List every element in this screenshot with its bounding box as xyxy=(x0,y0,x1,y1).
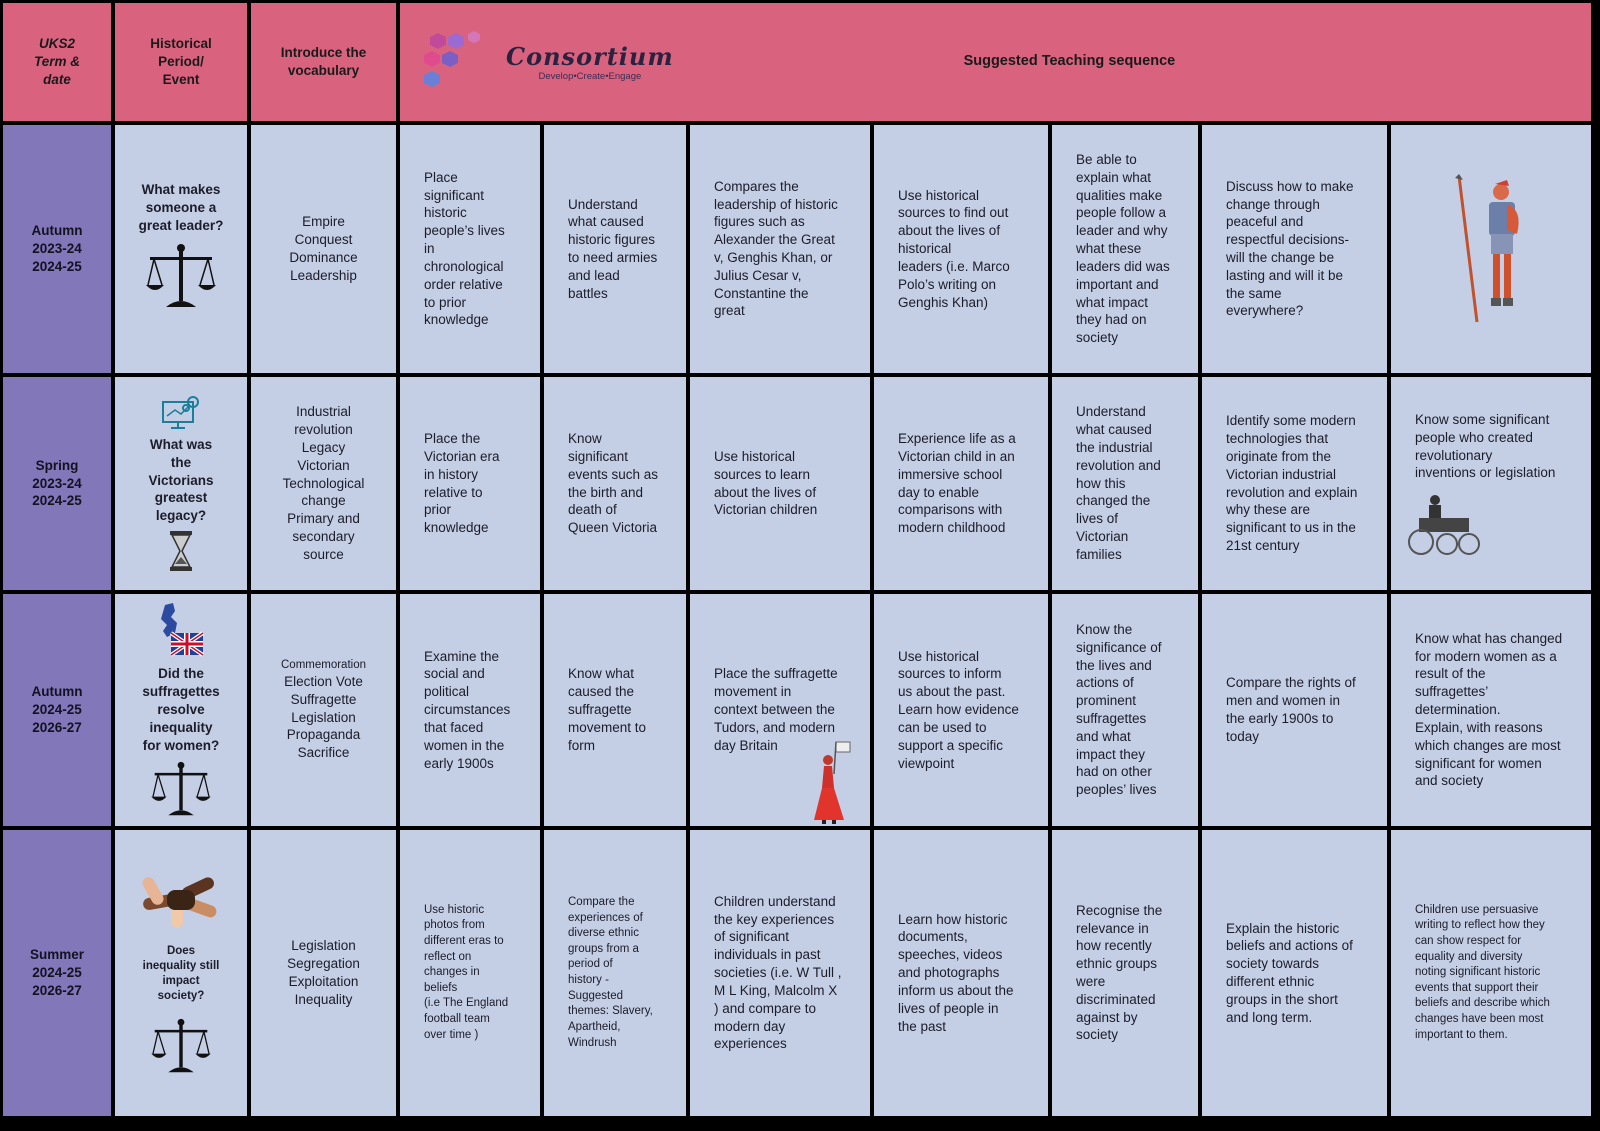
question-cell: Did the suffragettes resolve inequality for women? xyxy=(115,594,247,826)
step-cell: Children use persuasive writing to reflect how they can show respect for equality and diversity noting significant historic events that support their beliefs and describe which changes have been most important to them. xyxy=(1391,830,1591,1116)
step-cell: Identify some modern technologies that originate from the Victorian industrial revolution and explain why these are significant to us in the 21st century xyxy=(1202,377,1387,590)
sequence-title: Suggested Teaching sequence xyxy=(963,53,1176,70)
uk-map-flag-icon xyxy=(157,603,205,659)
step-cell: Examine the social and political circumstances that faced women in the early 1900s xyxy=(400,594,540,826)
header-vocab: Introduce the vocabulary xyxy=(251,3,396,121)
scales-icon xyxy=(150,761,212,817)
step-cell: Be able to explain what qualities make people follow a leader and why what these leaders did was important and what impact they had on society xyxy=(1052,125,1198,373)
step-cell: Understand what caused historic figures to need armies and lead battles xyxy=(544,125,686,373)
term-cell: Spring 2023-24 2024-25 xyxy=(3,377,111,590)
hexagon-logo-icon xyxy=(420,31,500,93)
step-cell: Use historical sources to learn about the lives of Victorian children xyxy=(690,377,870,590)
vocab-cell: Empire Conquest Dominance Leadership xyxy=(251,125,396,373)
step-cell: Know the significance of the lives and actions of prominent suffragettes and what impact they had on other peoples’ lives xyxy=(1052,594,1198,826)
vocab-cell: Commemoration Election Vote Suffragette Legislation Propaganda Sacrifice xyxy=(251,594,396,826)
hands-unity-icon xyxy=(141,872,221,930)
vocab-cell: Legislation Segregation Exploitation Inequality xyxy=(251,830,396,1116)
term-cell: Summer 2024-25 2026-27 xyxy=(3,830,111,1116)
teaching-sequence-table xyxy=(3,3,1597,1128)
term-cell: Autumn 2024-25 2026-27 xyxy=(3,594,111,826)
question-cell: What was the Victorians greatest legacy? xyxy=(115,377,247,590)
step-cell: Learn how historic documents, speeches, videos and photographs inform us about the lives of people in the past xyxy=(874,830,1048,1116)
step-cell: Explain the historic beliefs and actions of society towards different ethnic groups in the short and long term. xyxy=(1202,830,1387,1116)
step-cell: Discuss how to make change through peaceful and respectful decisions- will the change be lasting and will it be the same everywhere? xyxy=(1202,125,1387,373)
step-cell: Use historical sources to find out about the lives of historical leaders (i.e. Marco Polo’s writing on Genghis Khan) xyxy=(874,125,1048,373)
step-cell: Children understand the key experiences of significant individuals in past societies (i.e. W Tull , M L King, Malcolm X ) and compare to modern day experiences xyxy=(690,830,870,1116)
step-cell: Recognise the relevance in how recently ethnic groups were discriminated against by society xyxy=(1052,830,1198,1116)
vocab-cell: Industrial revolution Legacy Victorian Technological change Primary and secondary source xyxy=(251,377,396,590)
logo-name: Consortium xyxy=(506,41,674,71)
step-cell: Know what has changed for modern women as a result of the suffragettes’ determination. Explain, with reasons which changes are most significant for women and society xyxy=(1391,594,1591,826)
hourglass-icon xyxy=(168,531,194,571)
question-cell: Does inequality still impact society? xyxy=(115,830,247,1116)
term-cell: Autumn 2023-24 2024-25 xyxy=(3,125,111,373)
header-term: UKS2 Term & date xyxy=(3,3,111,121)
step-cell xyxy=(1391,125,1591,373)
roman-soldier-illustration xyxy=(1451,174,1541,324)
logo-tagline: Develop•Create•Engage xyxy=(538,70,642,82)
step-cell: Place the Victorian era in history relative to prior knowledge xyxy=(400,377,540,590)
step-cell: Use historical sources to inform us about the past. Learn how evidence can be used to support a specific viewpoint xyxy=(874,594,1048,826)
step-cell: Know what caused the suffragette movement to form xyxy=(544,594,686,826)
step-cell: Experience life as a Victorian child in an immersive school day to enable comparisons with modern childhood xyxy=(874,377,1048,590)
question-cell: What makes someone a great leader? xyxy=(115,125,247,373)
steam-car-illustration xyxy=(1407,494,1481,556)
step-cell: Use historic photos from different eras to reflect on changes in beliefs (i.e The England football team over time ) xyxy=(400,830,540,1116)
header-period: Historical Period/ Event xyxy=(115,3,247,121)
step-cell: Compare the experiences of diverse ethnic groups from a period of history - Suggested themes: Slavery, Apartheid, Windrush xyxy=(544,830,686,1116)
step-cell: Know some significant people who created revolutionary inventions or legislation xyxy=(1391,377,1591,590)
step-cell: Place significant historic people’s lives in chronological order relative to prior knowledge xyxy=(400,125,540,373)
step-cell: Place the suffragette movement in context between the Tudors, and modern day Britain xyxy=(690,594,870,826)
step-cell: Know significant events such as the birth and death of Queen Victoria xyxy=(544,377,686,590)
header-sequence xyxy=(400,3,1591,121)
consortium-logo xyxy=(420,31,674,93)
step-cell: Compares the leadership of historic figures such as Alexander the Great v, Genghis Khan, or Julius Cesar v, Constantine the great xyxy=(690,125,870,373)
step-cell: Compare the rights of men and women in the early 1900s to today xyxy=(1202,594,1387,826)
scales-icon xyxy=(146,243,216,309)
scales-icon xyxy=(150,1018,212,1074)
step-cell: Understand what caused the industrial revolution and how this changed the lives of Victorian families xyxy=(1052,377,1198,590)
suffragette-illustration xyxy=(814,740,854,826)
computer-gears-icon xyxy=(161,396,201,430)
